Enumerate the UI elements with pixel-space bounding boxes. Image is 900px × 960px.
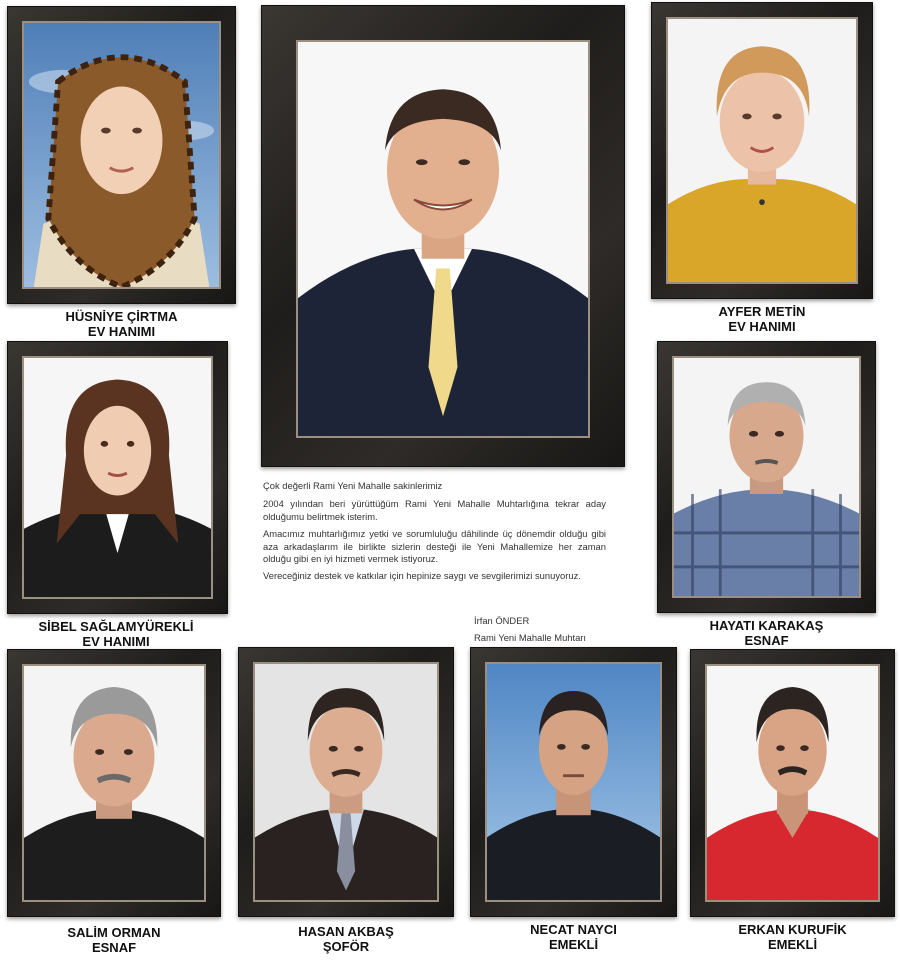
letter-greeting: Çok değerli Rami Yeni Mahalle sakinlerimiz xyxy=(263,480,443,491)
portrait-frame-hasan-akbas xyxy=(238,647,454,917)
portrait-hasan-akbas xyxy=(253,662,439,902)
letter-paragraph: Vereceğiniz destek ve katkılar için hepinize saygı ve sevgilerimizi sunuyoruz. xyxy=(263,570,581,582)
portrait-frame-salim-orman xyxy=(7,649,221,917)
portrait-sibel-saglamyurekli xyxy=(22,356,213,599)
portrait-frame-erkan-kurufik xyxy=(690,649,895,917)
portrait-frame-sibel-saglamyurekli xyxy=(7,341,228,614)
member-name: NECAT NAYCI xyxy=(530,922,617,937)
portrait-ayfer-metin xyxy=(666,17,858,284)
member-name: AYFER METİN xyxy=(718,304,806,319)
member-role: EV HANIMI xyxy=(728,319,796,334)
letter-paragraph: 2004 yılından beri yürüttüğüm Rami Yeni Mahalle Muhtarlığına tekrar aday olduğumu belirtmek isterim. xyxy=(263,498,606,522)
member-role: EV HANIMI xyxy=(87,324,156,339)
member-role: ESNAF xyxy=(744,633,789,648)
caption-salim-orman xyxy=(7,925,221,955)
caption-sibel-saglamyurekli xyxy=(0,619,232,649)
letter-paragraph: Amacımız muhtarlığımız yetki ve sorumluluğu dâhilinde üç dönemdir olduğu gibi aza arkadaşlarım ile birlikte sizlerin desteği ile Yeni Mahallemize her zaman olduğu gibi en iyi hizmeti vermek istiyoruz. xyxy=(263,528,606,565)
portrait-frame-necat-nayci xyxy=(470,647,677,917)
portrait-necat-nayci xyxy=(485,662,662,902)
member-role: ŞOFÖR xyxy=(322,939,370,954)
portrait-frame-ayfer-metin xyxy=(651,2,873,299)
portrait-salim-orman xyxy=(22,664,206,902)
member-name: ERKAN KURUFİK xyxy=(738,922,847,937)
caption-hasan-akbas xyxy=(238,924,454,954)
portrait-husniye-cirtma xyxy=(22,21,221,289)
portrait-frame-husniye-cirtma xyxy=(7,6,236,304)
member-name: HAYATI KARAKAŞ xyxy=(709,618,824,633)
portrait-frame-candidate xyxy=(261,5,625,467)
signature-name: İrfan ÖNDER xyxy=(474,615,530,626)
caption-hayati-karakas xyxy=(657,618,876,648)
caption-ayfer-metin xyxy=(651,304,873,334)
caption-necat-nayci xyxy=(470,922,677,952)
member-role: EMEKLİ xyxy=(767,937,818,952)
portrait-frame-hayati-karakas xyxy=(657,341,876,613)
member-role: ESNAF xyxy=(91,940,137,955)
portrait-candidate xyxy=(296,40,590,438)
signature-title: Rami Yeni Mahalle Muhtarı xyxy=(474,632,587,643)
member-name: HASAN AKBAŞ xyxy=(298,924,394,939)
member-name: HÜSNİYE ÇİRTMA xyxy=(65,309,178,324)
caption-erkan-kurufik xyxy=(690,922,895,952)
portrait-erkan-kurufik xyxy=(705,664,880,902)
member-role: EMEKLİ xyxy=(548,937,599,952)
candidate-letter xyxy=(263,480,606,588)
portrait-hayati-karakas xyxy=(672,356,861,598)
member-name: SALİM ORMAN xyxy=(67,925,161,940)
member-name: SİBEL SAĞLAMYÜREKLİ xyxy=(38,619,194,634)
member-role: EV HANIMI xyxy=(82,634,150,649)
caption-husniye-cirtma xyxy=(7,309,236,339)
